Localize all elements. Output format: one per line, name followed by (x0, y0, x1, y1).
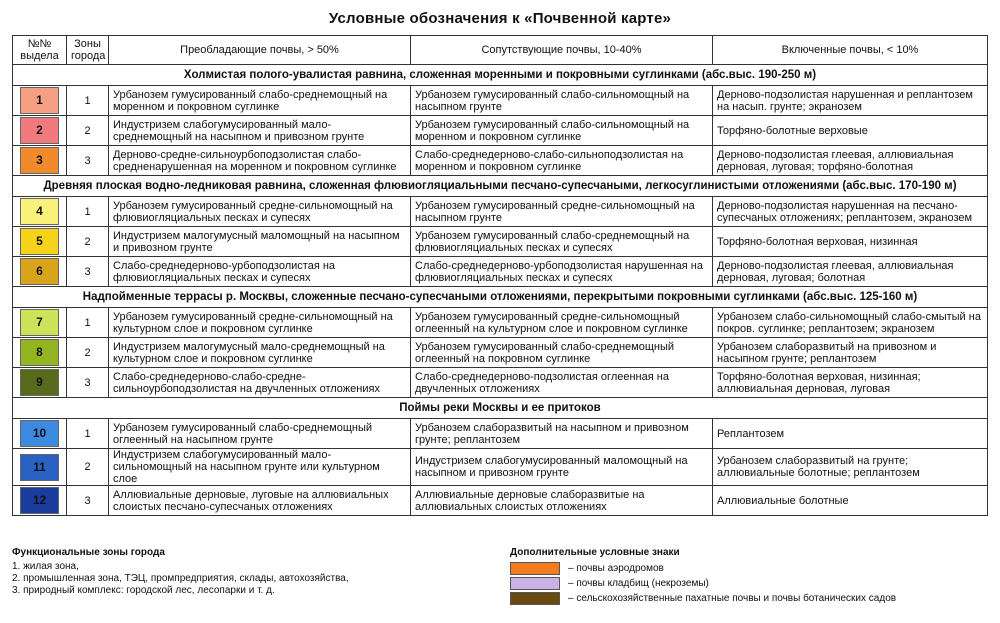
color-swatch: 7 (20, 309, 59, 336)
accompanying-soil-cell: Урбанозем гумусированный слабо-среднемощный на флювиогляциальных песках и супесях (411, 227, 713, 257)
unit-number-cell (13, 197, 67, 227)
color-swatch (510, 562, 560, 575)
color-swatch (510, 592, 560, 605)
table-header-row (13, 36, 988, 65)
color-swatch: 8 (20, 339, 59, 366)
color-swatch: 9 (20, 369, 59, 396)
table-row (13, 338, 988, 368)
main-soil-cell: Урбанозем гумусированный слабо-среднемощный оглеенный на насыпном грунте (109, 419, 411, 449)
unit-number-cell (13, 146, 67, 176)
unit-number-cell (13, 86, 67, 116)
color-swatch: 4 (20, 198, 59, 225)
color-swatch: 1 (20, 87, 59, 114)
table-row (13, 419, 988, 449)
table-row (13, 368, 988, 398)
section-heading-row (13, 287, 988, 308)
accompanying-soil-cell: Урбанозем гумусированный слабо-среднемощный оглеенный на покровном суглинке (411, 338, 713, 368)
zone-cell: 3 (67, 146, 109, 176)
unit-number-cell (13, 227, 67, 257)
legend-table (12, 35, 988, 516)
included-soil-cell: Аллювиальные болотные (713, 486, 988, 516)
table-row (13, 257, 988, 287)
table-row (13, 116, 988, 146)
zone-cell: 3 (67, 257, 109, 287)
included-soil-cell: Дерново-подзолистая нарушенная на песчано-супесчаных отложениях; реплантозем, экранозем (713, 197, 988, 227)
table-row (13, 197, 988, 227)
included-soil-cell: Реплантозем (713, 419, 988, 449)
table-row (13, 227, 988, 257)
extra-legend-label: – сельскохозяйственные пахатные почвы и почвы ботанических садов (568, 592, 897, 604)
header-main: Преобладающие почвы, > 50% (109, 36, 411, 65)
included-soil-cell: Торфяно-болотная верховая, низинная; аллювиальная дерновая, луговая (713, 368, 988, 398)
table-row (13, 486, 988, 516)
unit-number-cell (13, 308, 67, 338)
extra-legend-label: – почвы кладбищ (некроземы) (568, 577, 709, 589)
header-incl: Включенные почвы, < 10% (713, 36, 988, 65)
zones-legend-title: Функциональные зоны города (12, 547, 165, 558)
unit-number-cell (13, 116, 67, 146)
header-zone: Зоны города (67, 36, 109, 65)
section-title: Поймы реки Москвы и ее притоков (13, 398, 988, 419)
main-soil-cell: Урбанозем гумусированный средне-сильномощный на культурном слое и покровном суглинке (109, 308, 411, 338)
extra-legend-label: – почвы аэродромов (568, 562, 664, 574)
unit-number-cell (13, 486, 67, 516)
included-soil-cell: Дерново-подзолистая глеевая, аллювиальная дерновая, луговая; торфяно-болотная (713, 146, 988, 176)
accompanying-soil-cell: Слабо-среднедерново-урбоподзолистая нарушенная на флювиогляциальных песках и супесях (411, 257, 713, 287)
zones-legend-item: 2. промышленная зона, ТЭЦ, промпредприятия, склады, автохозяйства, (12, 573, 349, 584)
included-soil-cell: Торфяно-болотная верховая, низинная (713, 227, 988, 257)
main-soil-cell: Урбанозем гумусированный средне-сильномощный на флювиогляциальных песках и супесях (109, 197, 411, 227)
zone-cell: 2 (67, 227, 109, 257)
zone-cell: 2 (67, 116, 109, 146)
color-swatch: 5 (20, 228, 59, 255)
table-row (13, 449, 988, 486)
accompanying-soil-cell: Индустризем слабогумусированный маломощный на насыпном и привозном грунте (411, 449, 713, 486)
unit-number-cell (13, 368, 67, 398)
zone-cell: 3 (67, 486, 109, 516)
accompanying-soil-cell: Урбанозем гумусированный средне-сильномощный на насыпном грунте (411, 197, 713, 227)
header-acc: Сопутствующие почвы, 10-40% (411, 36, 713, 65)
legend-body (13, 65, 988, 516)
header-no: №№ выдела (13, 36, 67, 65)
color-swatch: 3 (20, 147, 59, 174)
main-soil-cell: Индустризем малогумусный маломощный на насыпном и привозном грунте (109, 227, 411, 257)
main-soil-cell: Индустризем слабогумусированный мало-сильномощный на насыпном грунте или культурном слое (109, 449, 411, 486)
color-swatch: 6 (20, 258, 59, 285)
zones-legend-item: 3. природный комплекс: городской лес, лесопарки и т. д. (12, 585, 275, 596)
section-title: Надпойменные террасы р. Москвы, сложенные песчано-супесчаными отложениями, перекрытыми покровными суглинками (абс.выс. 125-160 м) (13, 287, 988, 308)
accompanying-soil-cell: Урбанозем гумусированный слабо-сильномощный на насыпном грунте (411, 86, 713, 116)
table-row (13, 146, 988, 176)
section-heading-row (13, 398, 988, 419)
accompanying-soil-cell: Урбанозем слаборазвитый на насыпном и привозном грунте; реплантозем (411, 419, 713, 449)
zone-cell: 1 (67, 308, 109, 338)
section-heading-row (13, 176, 988, 197)
table-row (13, 308, 988, 338)
extra-legend (510, 547, 896, 606)
main-soil-cell: Индустризем малогумусный мало-среднемощный на культурном слое и покровном суглинке (109, 338, 411, 368)
color-swatch (510, 577, 560, 590)
zone-cell: 2 (67, 449, 109, 486)
extra-legend-item (510, 576, 896, 591)
accompanying-soil-cell: Слабо-среднедерново-подзолистая оглеенная на двучленных отложениях (411, 368, 713, 398)
included-soil-cell: Дерново-подзолистая нарушенная и реплантозем на насып. грунте; экранозем (713, 86, 988, 116)
accompanying-soil-cell: Слабо-среднедерново-слабо-сильноподзолистая на моренном и покровном суглинке (411, 146, 713, 176)
color-swatch: 2 (20, 117, 59, 144)
unit-number-cell (13, 257, 67, 287)
zone-cell: 1 (67, 197, 109, 227)
color-swatch: 10 (20, 420, 59, 447)
unit-number-cell (13, 449, 67, 486)
zones-legend-item: 1. жилая зона, (12, 561, 79, 572)
zone-cell: 2 (67, 338, 109, 368)
extra-legend-item (510, 591, 896, 606)
color-swatch: 11 (20, 454, 59, 481)
section-title: Холмистая полого-увалистая равнина, сложенная моренными и покровными суглинками (абс.выс. 190-250 м) (13, 65, 988, 86)
zone-cell: 1 (67, 419, 109, 449)
page-title: Условные обозначения к «Почвенной карте» (328, 10, 672, 27)
included-soil-cell: Торфяно-болотные верховые (713, 116, 988, 146)
extra-legend-item (510, 561, 896, 576)
section-heading-row (13, 65, 988, 86)
main-soil-cell: Индустризем слабогумусированный мало-среднемощный на насыпном и привозном грунте (109, 116, 411, 146)
extra-legend-title: Дополнительные условные знаки (510, 547, 680, 558)
section-title: Древняя плоская водно-ледниковая равнина, сложенная флювиогляциальными песчано-супесчаными, легкосуглинистыми отложениями (абс.выс. 170-190 м) (13, 176, 988, 197)
included-soil-cell: Урбанозем слабо-сильномощный слабо-смытый на покров. суглинке; реплантозем; экранозем (713, 308, 988, 338)
color-swatch: 12 (20, 487, 59, 514)
unit-number-cell (13, 338, 67, 368)
included-soil-cell: Урбанозем слаборазвитый на грунте; аллювиальные болотные; реплантозем (713, 449, 988, 486)
unit-number-cell (13, 419, 67, 449)
main-soil-cell: Урбанозем гумусированный слабо-среднемощный на моренном и покровном суглинке (109, 86, 411, 116)
accompanying-soil-cell: Урбанозем гумусированный слабо-сильномощный на моренном и покровном суглинке (411, 116, 713, 146)
main-soil-cell: Аллювиальные дерновые, луговые на аллювиальных слоистых песчано-супесчаных отложениях (109, 486, 411, 516)
accompanying-soil-cell: Урбанозем гумусированный средне-сильномощный оглеенный на культурном слое и покровном суглинке (411, 308, 713, 338)
included-soil-cell: Дерново-подзолистая глеевая, аллювиальная дерновая, луговая; болотная (713, 257, 988, 287)
accompanying-soil-cell: Аллювиальные дерновые слаборазвитые на аллювиальных слоистых отложениях (411, 486, 713, 516)
table-row (13, 86, 988, 116)
main-soil-cell: Дерново-средне-сильноурбоподзолистая слабо-средненарушенная на моренном и покровном суглинке (109, 146, 411, 176)
zone-cell: 1 (67, 86, 109, 116)
zone-cell: 3 (67, 368, 109, 398)
main-soil-cell: Слабо-среднедерново-урбоподзолистая на флювиогляциальных песках и супесях (109, 257, 411, 287)
included-soil-cell: Урбанозем слаборазвитый на привозном и насыпном грунте; реплантозем (713, 338, 988, 368)
zones-legend (12, 547, 349, 597)
main-soil-cell: Слабо-среднедерново-слабо-средне-сильноурбоподзолистая на двучленных отложениях (109, 368, 411, 398)
